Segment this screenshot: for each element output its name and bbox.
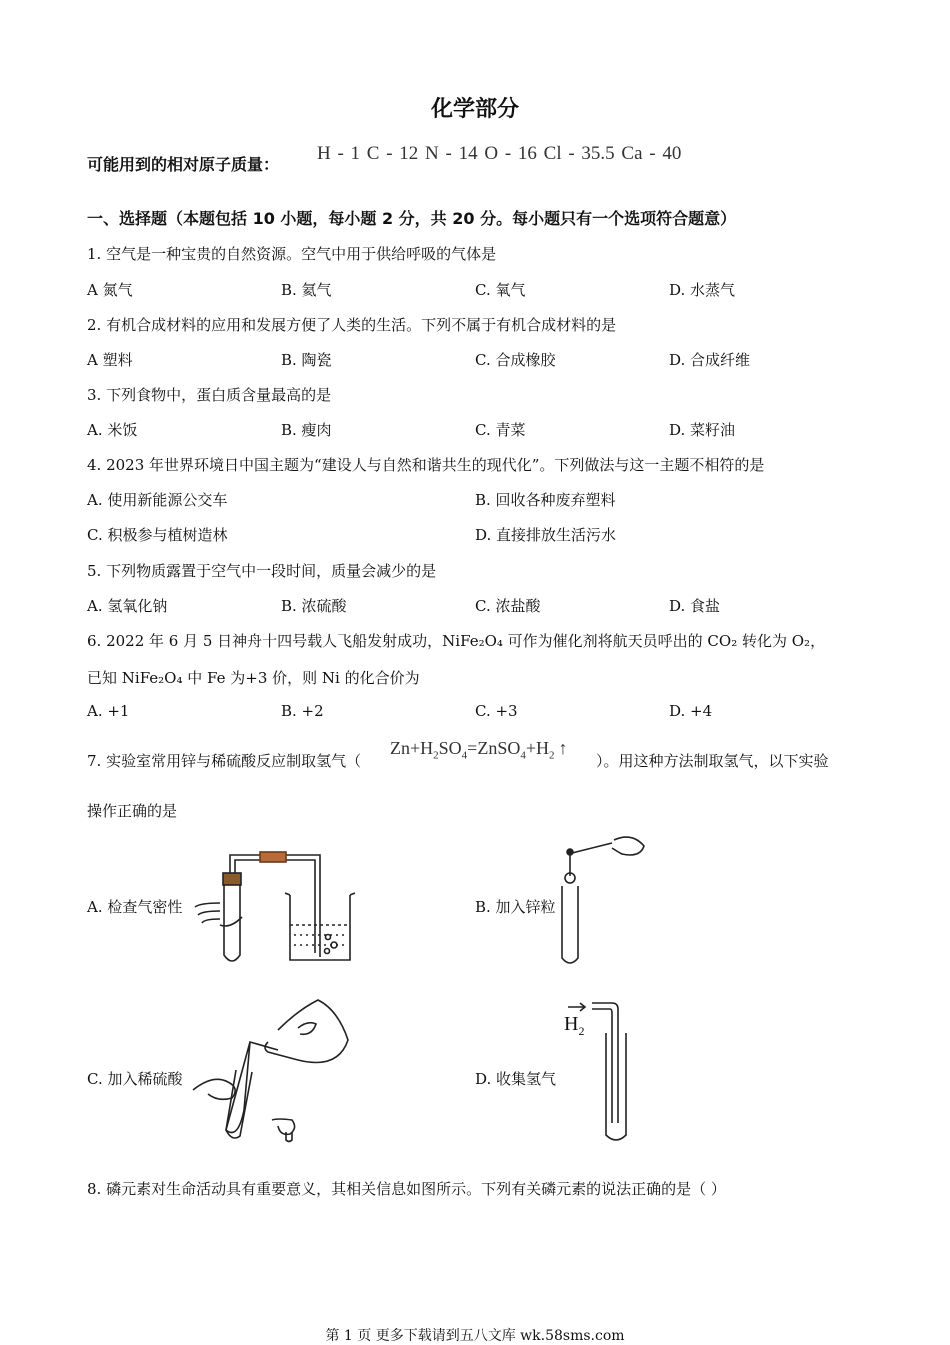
q8-stem: 8. 磷元素对生命活动具有重要意义，其相关信息如图所示。下列有关磷元素的说法正确的是（ ） xyxy=(87,1180,726,1198)
q4-option-c: C. 积极参与植树造林 xyxy=(87,526,228,544)
q1-stem: 1. 空气是一种宝贵的自然资源。空气中用于供给呼吸的气体是 xyxy=(87,245,497,263)
q7-option-a: A. 检查气密性 xyxy=(87,898,183,916)
page-footer: 第 1 页 更多下载请到五八文库 wk.58sms.com xyxy=(325,1328,625,1344)
q5-option-a: A. 氢氧化钠 xyxy=(87,597,168,615)
atomic-mass-label: 可能用到的相对原子质量： xyxy=(87,155,280,174)
q2-option-a: A 塑料 xyxy=(87,351,133,369)
q5-option-d: D. 食盐 xyxy=(669,597,721,615)
q3-option-d: D. 菜籽油 xyxy=(669,421,736,439)
q6-option-a: A. +1 xyxy=(87,702,130,720)
q3-stem: 3. 下列食物中，蛋白质含量最高的是 xyxy=(87,386,332,404)
q7-option-b: B. 加入锌粒 xyxy=(475,898,556,916)
adding-acid-figure xyxy=(188,990,358,1145)
q7-stem-line2: 操作正确的是 xyxy=(87,802,178,820)
q7-equation: $Zn+H_2SO_4=ZnSO_4+H_2$ ↑ xyxy=(390,738,568,762)
q1-option-a: A 氮气 xyxy=(87,281,133,299)
adding-zinc-figure xyxy=(552,828,652,968)
q4-option-d: D. 直接排放生活污水 xyxy=(475,526,617,544)
q4-option-a: A. 使用新能源公交车 xyxy=(87,491,228,509)
q7-option-d: D. 收集氢气 xyxy=(475,1070,557,1088)
q4-stem: 4. 2023 年世界环境日中国主题为“建设人与自然和谐共生的现代化”。下列做法与这一主题不相符的是 xyxy=(87,456,765,474)
q2-option-c: C. 合成橡胶 xyxy=(475,351,556,369)
q2-option-b: B. 陶瓷 xyxy=(281,351,332,369)
q2-stem: 2. 有机合成材料的应用和发展方便了人类的生活。下列不属于有机合成材料的是 xyxy=(87,316,617,334)
q7-option-c: C. 加入稀硫酸 xyxy=(87,1070,183,1088)
q5-option-b: B. 浓硫酸 xyxy=(281,597,347,615)
q6-option-b: B. +2 xyxy=(281,702,324,720)
q6-option-c: C. +3 xyxy=(475,702,518,720)
q1-option-b: B. 氦气 xyxy=(281,281,332,299)
q6-stem-line2: 已知 NiFe₂O₄ 中 Fe 为+3 价，则 Ni 的化合价为 xyxy=(87,669,420,687)
q3-option-c: C. 青菜 xyxy=(475,421,526,439)
atomic-mass-values: H - 1 C - 12 N - 14 O - 16 Cl - 35.5 Ca - 40 xyxy=(317,143,682,164)
q6-stem-line1: 6. 2022 年 6 月 5 日神舟十四号载人飞船发射成功，NiFe₂O₄ 可作为催化剂将航天员呼出的 CO₂ 转化为 O₂， xyxy=(87,632,826,650)
q1-option-d: D. 水蒸气 xyxy=(669,281,736,299)
q4-option-b: B. 回收各种废弃塑料 xyxy=(475,491,616,509)
h2-label: $H_2$ xyxy=(564,1013,585,1038)
q5-option-c: C. 浓盐酸 xyxy=(475,597,541,615)
q3-option-b: B. 瘦肉 xyxy=(281,421,332,439)
section-heading: 一、选择题（本题包括 10 小题，每小题 2 分，共 20 分。每小题只有一个选项符合题意） xyxy=(87,209,737,228)
q7-stem-post: ）。用这种方法制取氢气，以下实验 xyxy=(596,752,829,770)
q5-stem: 5. 下列物质露置于空气中一段时间，质量会减少的是 xyxy=(87,562,437,580)
q6-option-d: D. +4 xyxy=(669,702,713,720)
q1-option-c: C. 氧气 xyxy=(475,281,526,299)
q3-option-a: A. 米饭 xyxy=(87,421,138,439)
q7-stem-pre: 7. 实验室常用锌与稀硫酸反应制取氢气（ xyxy=(87,752,362,770)
page-title: 化学部分 xyxy=(430,97,519,122)
q2-option-d: D. 合成纤维 xyxy=(669,351,751,369)
airtightness-check-figure xyxy=(190,845,360,970)
